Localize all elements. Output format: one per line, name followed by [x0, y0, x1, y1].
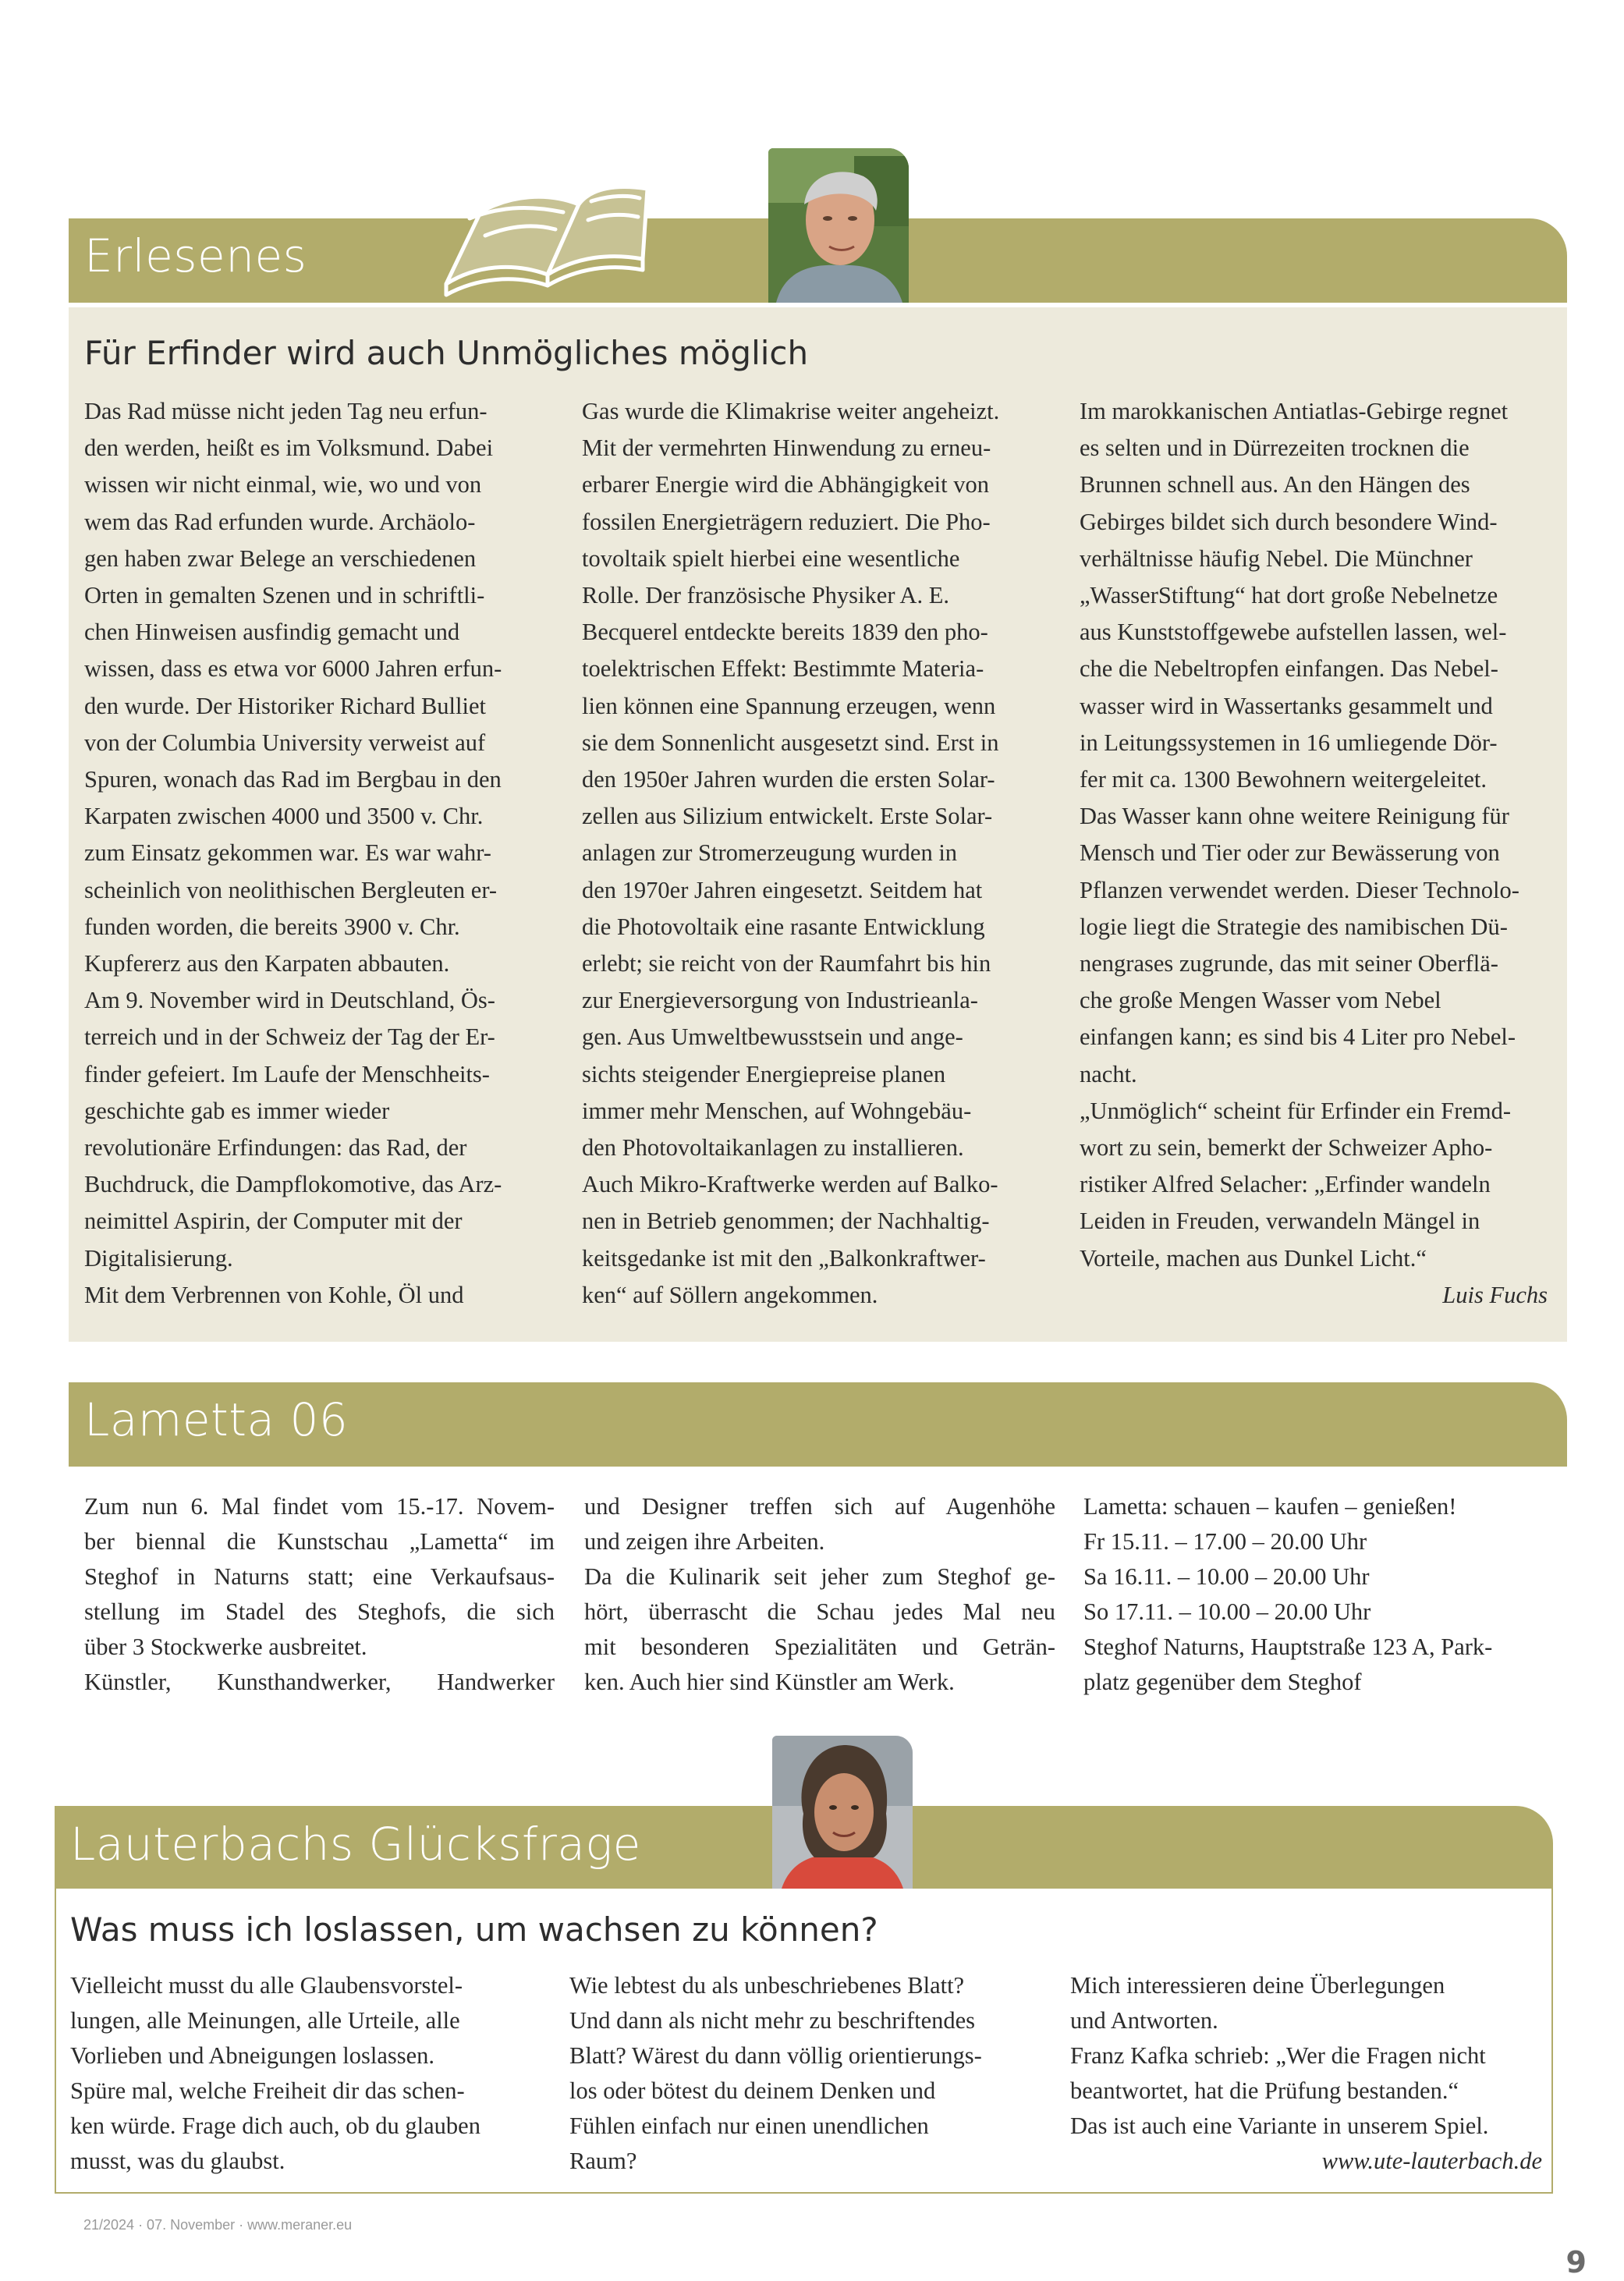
- erlesenes-heading: Für Erfinder wird auch Unmögliches möglich: [84, 334, 809, 372]
- text-line: Vorlieben und Abneigungen loslassen.: [70, 2042, 435, 2069]
- text-line: Gas wurde die Klimakrise weiter angeheizt.: [582, 398, 1000, 424]
- text-line: Steghof Naturns, Hauptstraße 123 A, Park-: [1083, 1634, 1493, 1660]
- text-line: che die Nebeltropfen einfangen. Das Nebel-: [1080, 655, 1498, 683]
- text-line: verhältnisse häufig Nebel. Die Münchner: [1080, 545, 1473, 572]
- text-line: terreich und in der Schweiz der Tag der Er-: [84, 1023, 495, 1051]
- text-line: ristiker Alfred Selacher: „Erfinder wandeln: [1080, 1171, 1491, 1198]
- text-line: Das Rad müsse nicht jeden Tag neu erfun-: [84, 398, 488, 424]
- text-line: zur Energieversorgung von Industrieanla-: [582, 987, 978, 1014]
- text-line: Digitalisierung.: [84, 1244, 233, 1272]
- text-line: gen. Aus Umweltbewusstsein und ange-: [582, 1023, 963, 1051]
- author-signature: Luis Fuchs: [1442, 1281, 1548, 1308]
- erlesenes-section-title: Erlesenes: [84, 229, 307, 282]
- text-line: Pflanzen verwendet werden. Dieser Technolo-: [1080, 876, 1519, 903]
- author-portrait-photo: [772, 1736, 913, 1889]
- text-line: wissen, dass es etwa vor 6000 Jahren erfun-: [84, 655, 502, 683]
- gluecksfrage-section-title: Lauterbachs Glücksfrage: [70, 1818, 641, 1871]
- text-line: wort zu sein, bemerkt der Schweizer Apho-: [1080, 1134, 1493, 1162]
- erlesenes-column-3: [1080, 393, 1548, 1314]
- text-line: sichts steigender Energiepreise planen: [582, 1060, 946, 1087]
- text-line: einfangen kann; es sind bis 4 Liter pro Nebel-: [1080, 1023, 1516, 1051]
- gluecksfrage-column-2: [569, 1968, 1053, 2179]
- text-line: den Photovoltaikanlagen zu installieren.: [582, 1134, 964, 1162]
- text-line: Mit dem Verbrennen von Kohle, Öl und: [84, 1281, 464, 1308]
- text-line: den 1950er Jahren wurden die ersten Solar-: [582, 766, 995, 793]
- text-line: Da die Kulinarik seit jeher zum Steghof ge-: [584, 1563, 1055, 1590]
- text-line: Wie lebtest du als unbeschriebenes Blatt?: [569, 1972, 965, 1999]
- open-book-icon: [438, 181, 654, 300]
- text-line: über 3 Stockwerke ausbreitet.: [84, 1634, 367, 1660]
- text-line: scheinlich von neolithischen Bergleuten er-: [84, 876, 498, 903]
- text-line: Steghof in Naturns statt; eine Verkaufsaus-: [84, 1563, 555, 1590]
- text-line: und Designer treffen sich auf Augenhöhe: [584, 1493, 1055, 1520]
- text-line: zum Einsatz gekommen war. Es war wahr-: [84, 839, 491, 867]
- text-line: Rolle. Der französische Physiker A. E.: [582, 582, 949, 609]
- text-line: nacht.: [1080, 1060, 1137, 1087]
- gluecksfrage-column-1: [70, 1968, 554, 2179]
- text-line: platz gegenüber dem Steghof: [1083, 1669, 1362, 1695]
- text-line: los oder bötest du deinem Denken und: [569, 2077, 936, 2104]
- text-line: Spuren, wonach das Rad im Bergbau in den: [84, 766, 502, 793]
- text-line: Künstler, Kunsthandwerker, Handwerker: [84, 1669, 555, 1695]
- text-line: von der Columbia University verweist auf: [84, 729, 486, 756]
- text-line: mit besonderen Spezialitäten und Geträn-: [584, 1634, 1055, 1660]
- text-line: Spüre mal, welche Freiheit dir das schen-: [70, 2077, 465, 2104]
- text-line: Lametta: schauen – kaufen – genießen!: [1083, 1493, 1457, 1520]
- text-line: stellung im Stadel des Steghofs, die sich: [84, 1598, 555, 1625]
- text-line: musst, was du glaubst.: [70, 2148, 285, 2174]
- lametta-column-2: [584, 1489, 1055, 1700]
- text-line: geschichte gab es immer wieder: [84, 1097, 390, 1124]
- text-line: So 17.11. – 10.00 – 20.00 Uhr: [1083, 1598, 1371, 1625]
- text-line: toelektrischen Effekt: Bestimmte Materia-: [582, 655, 984, 683]
- text-line: Mich interessieren deine Überlegungen: [1070, 1972, 1445, 1999]
- erlesenes-column-1: [84, 393, 568, 1314]
- text-line: Buchdruck, die Dampflokomotive, das Arz-: [84, 1171, 502, 1198]
- text-line: zellen aus Silizium entwickelt. Erste Solar-: [582, 803, 993, 830]
- text-line: Leiden in Freuden, verwandeln Mängel in: [1080, 1208, 1480, 1235]
- text-line: Sa 16.11. – 10.00 – 20.00 Uhr: [1083, 1563, 1370, 1590]
- text-line: Kupfererz aus den Karpaten abbauten.: [84, 950, 450, 977]
- text-line: lien können eine Spannung erzeugen, wenn: [582, 692, 996, 719]
- text-line: Brunnen schnell aus. An den Hängen des: [1080, 471, 1470, 498]
- text-line: fer mit ca. 1300 Bewohnern weitergeleitet.: [1080, 766, 1487, 793]
- text-line: Gebirges bildet sich durch besondere Wind-: [1080, 508, 1498, 535]
- text-line: che große Mengen Wasser vom Nebel: [1080, 987, 1441, 1014]
- text-line: ber biennal die Kunstschau „Lametta“ im: [84, 1528, 555, 1555]
- text-line: den 1970er Jahren eingesetzt. Seitdem hat: [582, 876, 983, 903]
- text-line: hört, überrascht die Schau jedes Mal neu: [584, 1598, 1055, 1625]
- text-line: Auch Mikro-Kraftwerke werden auf Balko-: [582, 1171, 998, 1198]
- lametta-section-title: Lametta 06: [84, 1393, 349, 1446]
- page-number: 9: [1565, 2245, 1587, 2279]
- website-link[interactable]: www.ute-lauterbach.de: [1321, 2148, 1542, 2174]
- text-line: ken würde. Frage dich auch, ob du glauben: [70, 2112, 480, 2139]
- text-line: Raum?: [569, 2148, 637, 2174]
- text-line: Das Wasser kann ohne weitere Reinigung für: [1080, 803, 1509, 830]
- text-line: nen in Betrieb genommen; der Nachhaltig-: [582, 1208, 990, 1235]
- text-line: nengrases zugrunde, das mit seiner Oberflä-: [1080, 950, 1498, 977]
- text-line: den werden, heißt es im Volksmund. Dabei: [84, 435, 494, 462]
- text-line: in Leitungssystemen in 16 umliegende Dör-: [1080, 729, 1498, 756]
- text-line: gen haben zwar Belege an verschiedenen: [84, 545, 477, 572]
- issue-footer: 21/2024 · 07. November · www.meraner.eu: [83, 2217, 353, 2233]
- text-line: Das ist auch eine Variante in unserem Spiel.: [1070, 2112, 1489, 2139]
- text-line: den wurde. Der Historiker Richard Bulliet: [84, 692, 486, 719]
- text-line: Fr 15.11. – 17.00 – 20.00 Uhr: [1083, 1528, 1367, 1555]
- text-line: Orten in gemalten Szenen und in schriftli-: [84, 582, 485, 609]
- text-line: Karpaten zwischen 4000 und 3500 v. Chr.: [84, 803, 484, 830]
- text-line: lungen, alle Meinungen, alle Urteile, alle: [70, 2007, 460, 2034]
- text-line: es selten und in Dürrezeiten trocknen die: [1080, 435, 1470, 462]
- text-line: Und dann als nicht mehr zu beschriftendes: [569, 2007, 976, 2034]
- text-line: tovoltaik spielt hierbei eine wesentliche: [582, 545, 960, 572]
- text-line: Vorteile, machen aus Dunkel Licht.“: [1080, 1244, 1427, 1272]
- text-line: erbarer Energie wird die Abhängigkeit von: [582, 471, 989, 498]
- text-line: neimittel Aspirin, der Computer mit der: [84, 1208, 463, 1235]
- text-line: erlebt; sie reicht von der Raumfahrt bis hin: [582, 950, 991, 977]
- text-line: revolutionäre Erfindungen: das Rad, der: [84, 1134, 467, 1162]
- author-portrait-photo: [768, 148, 909, 303]
- text-line: Mit der vermehrten Hinwendung zu erneu-: [582, 435, 991, 462]
- text-line: logie liegt die Strategie des namibischen Dü-: [1080, 913, 1508, 940]
- text-line: Fühlen einfach nur einen unendlichen: [569, 2112, 929, 2139]
- text-line: Im marokkanischen Antiatlas-Gebirge regnet: [1080, 398, 1509, 424]
- text-line: Am 9. November wird in Deutschland, Ös-: [84, 987, 495, 1014]
- text-line: Zum nun 6. Mal findet vom 15.-17. Novem-: [84, 1493, 555, 1520]
- text-line: Mensch und Tier oder zur Bewässerung von: [1080, 839, 1500, 867]
- text-line: und Antworten.: [1070, 2007, 1218, 2034]
- text-line: finder gefeiert. Im Laufe der Menschheits-: [84, 1060, 490, 1087]
- text-line: „WasserStiftung“ hat dort große Nebelnetze: [1080, 582, 1498, 609]
- text-line: aus Kunststoffgewebe aufstellen lassen, wel-: [1080, 619, 1507, 646]
- text-line: wissen wir nicht einmal, wie, wo und von: [84, 471, 482, 498]
- text-line: immer mehr Menschen, auf Wohngebäu-: [582, 1097, 972, 1124]
- text-line: fossilen Energieträgern reduziert. Die Pho-: [582, 508, 991, 535]
- text-line: sie dem Sonnenlicht ausgesetzt sind. Erst in: [582, 729, 999, 756]
- text-line: die Photovoltaik eine rasante Entwicklung: [582, 913, 985, 940]
- lametta-column-1: [84, 1489, 555, 1700]
- text-line: keitsgedanke ist mit den „Balkonkraftwer-: [582, 1244, 986, 1272]
- text-line: anlagen zur Stromerzeugung wurden in: [582, 839, 958, 867]
- text-line: Franz Kafka schrieb: „Wer die Fragen nicht: [1070, 2042, 1486, 2069]
- text-line: und zeigen ihre Arbeiten.: [584, 1528, 825, 1555]
- text-line: wasser wird in Wassertanks gesammelt und: [1080, 692, 1493, 719]
- text-line: ken. Auch hier sind Künstler am Werk.: [584, 1669, 955, 1695]
- text-line: wem das Rad erfunden wurde. Archäolo-: [84, 508, 476, 535]
- text-line: Blatt? Wärest du dann völlig orientierungs-: [569, 2042, 982, 2069]
- gluecksfrage-heading: Was muss ich loslassen, um wachsen zu können?: [70, 1910, 878, 1949]
- erlesenes-column-2: [582, 393, 1066, 1314]
- text-line: beantwortet, hat die Prüfung bestanden.“: [1070, 2077, 1459, 2104]
- gluecksfrage-column-3: [1070, 1968, 1542, 2179]
- text-line: Vielleicht musst du alle Glaubensvorstel-: [70, 1972, 463, 1999]
- text-line: chen Hinweisen ausfindig gemacht und: [84, 619, 460, 646]
- text-line: funden worden, die bereits 3900 v. Chr.: [84, 913, 460, 940]
- lametta-column-3: [1083, 1489, 1559, 1700]
- text-line: ken“ auf Söllern angekommen.: [582, 1281, 878, 1308]
- text-line: „Unmöglich“ scheint für Erfinder ein Fremd-: [1080, 1097, 1512, 1124]
- text-line: Becquerel entdeckte bereits 1839 den pho-: [582, 619, 988, 646]
